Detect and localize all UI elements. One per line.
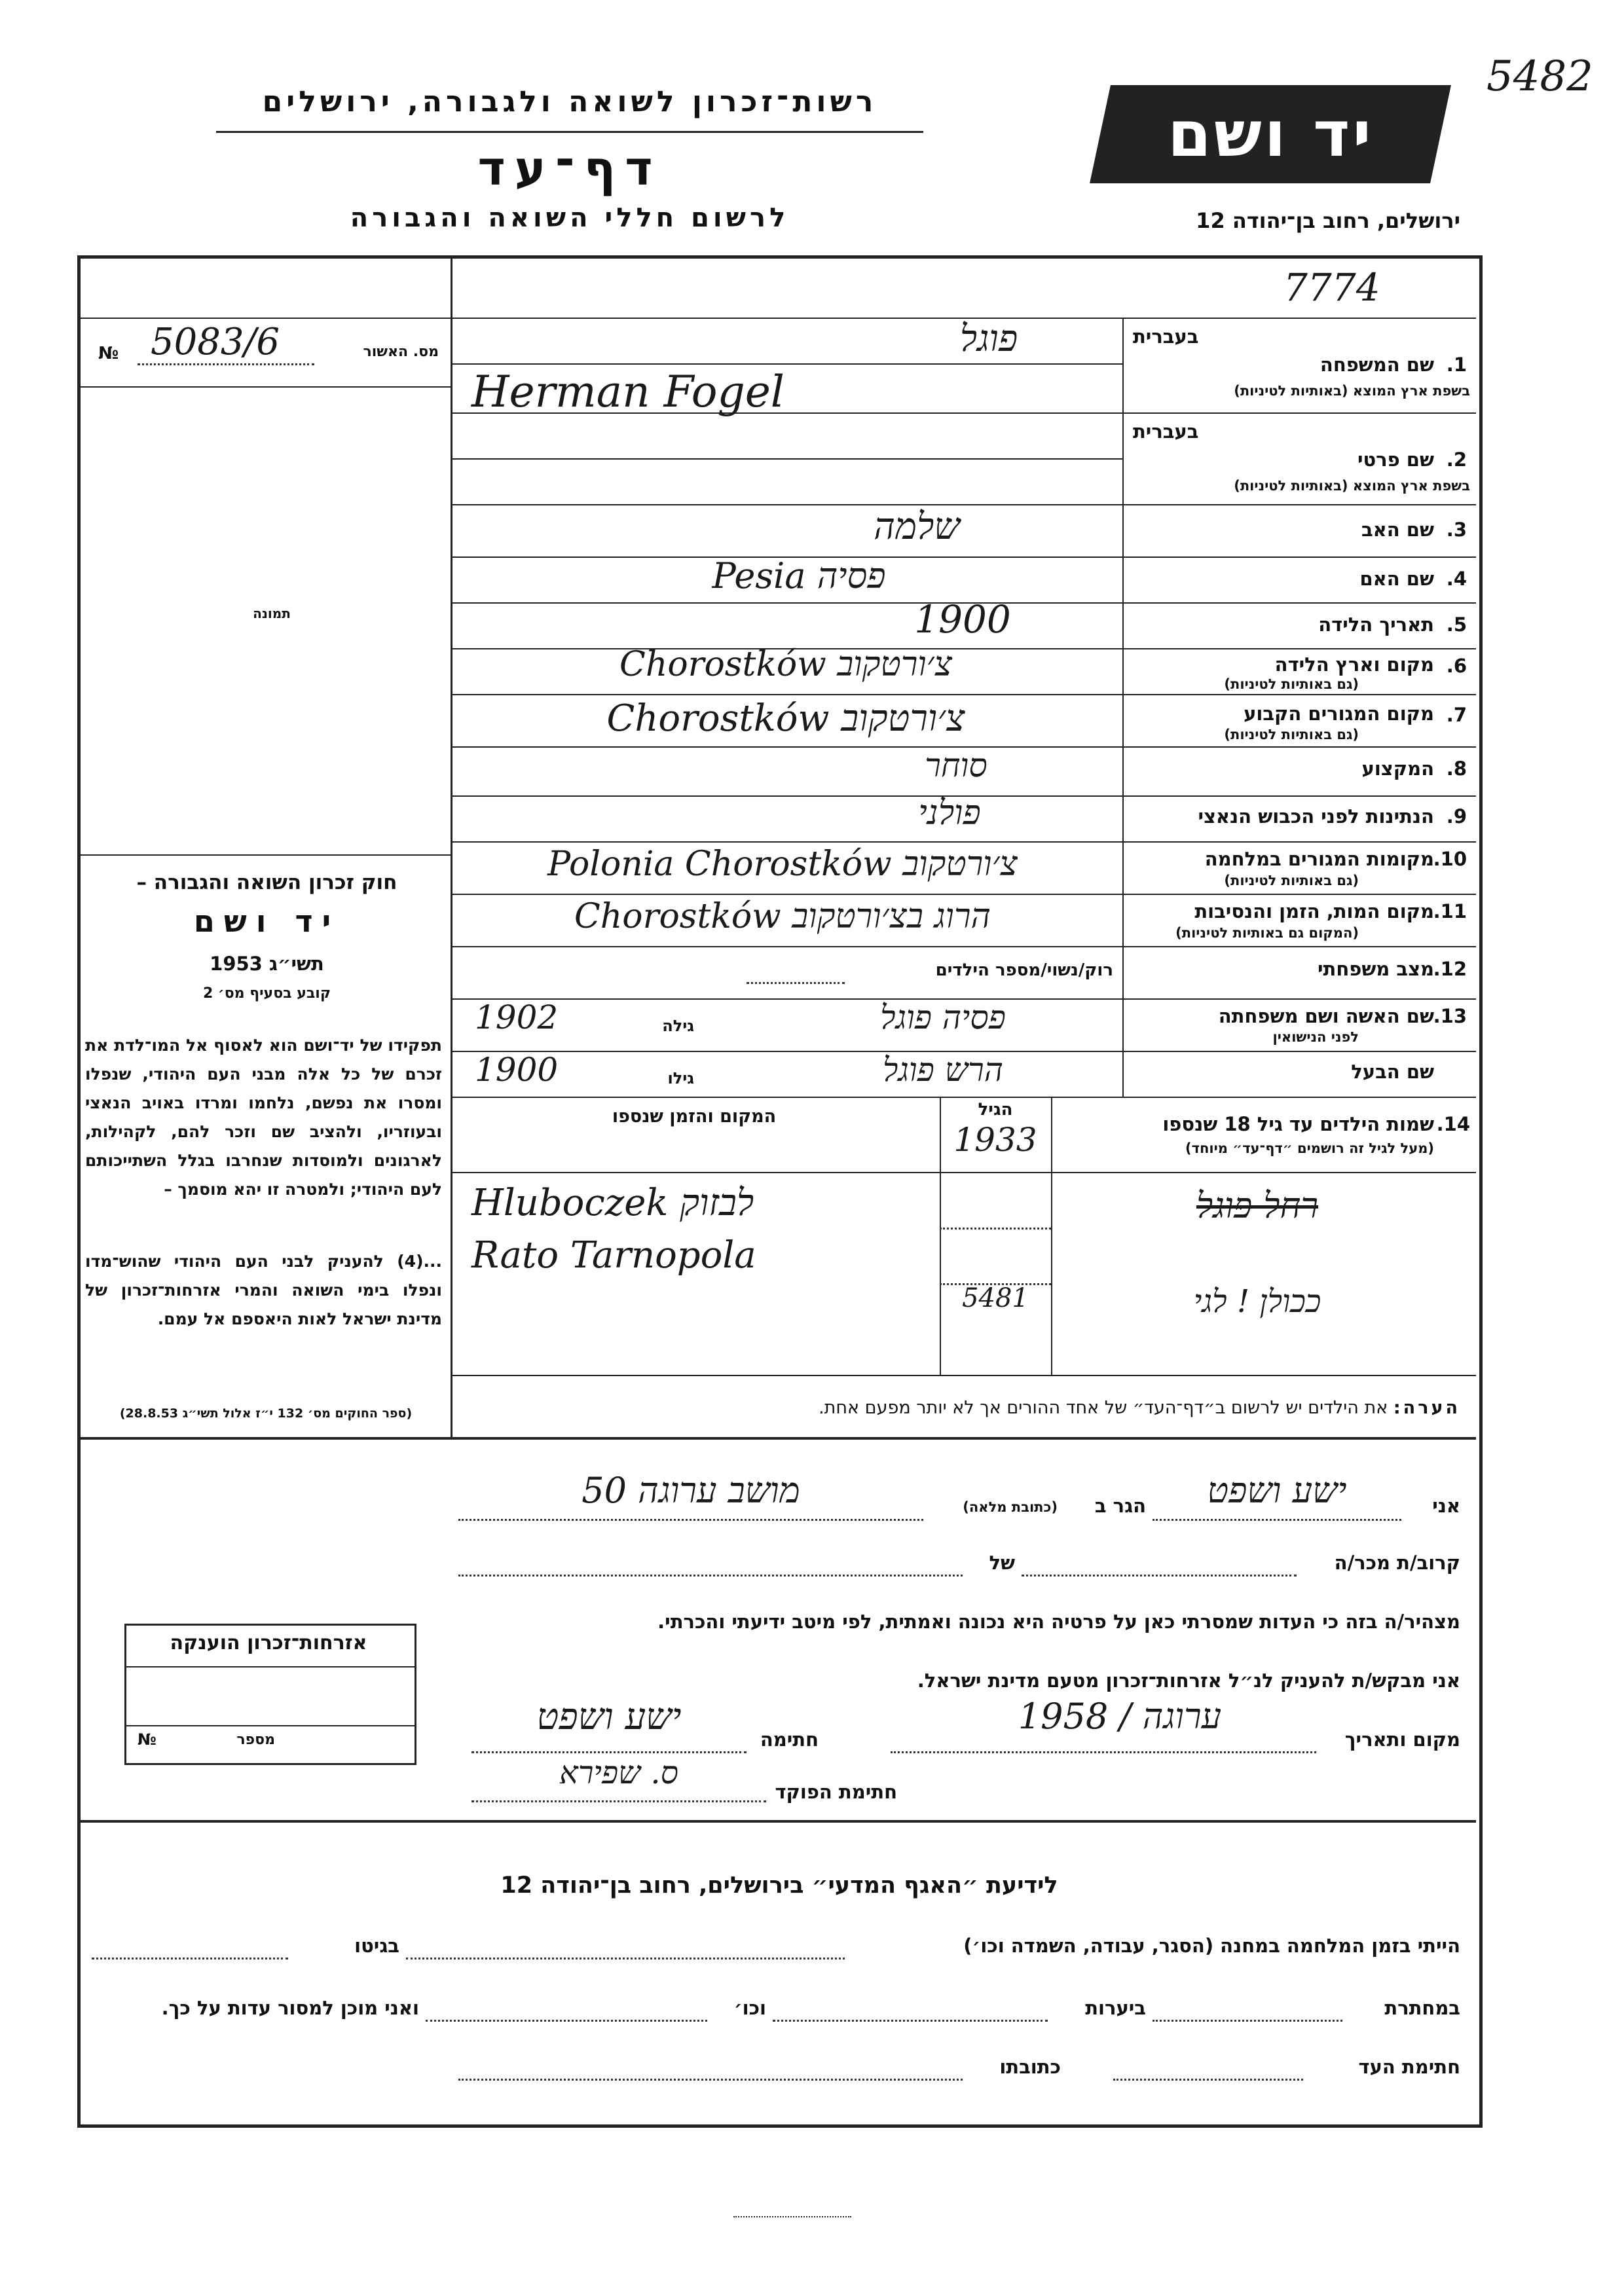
child-3-name: ככולן ! לגי — [1193, 1283, 1321, 1320]
field-1-sub: בשפת ארץ המוצא (באותיות לטיניות) — [1234, 383, 1470, 399]
field-1-label: שם המשפחה — [1320, 354, 1434, 376]
declaration-of: של — [989, 1552, 1015, 1574]
info-line1-camp: הייתי בזמן המלחמה במחנה (הסגר, עבודה, השמדה וכו׳) — [963, 1935, 1460, 1957]
field-12-dots — [747, 982, 845, 984]
info-line2-forests: ביערות — [1085, 1997, 1146, 2019]
field-6-num: 6. — [1446, 655, 1467, 677]
field-13-label: שם האשה ושם משפחתה — [1218, 1005, 1434, 1027]
declaration-address-dots — [458, 1519, 923, 1521]
field-2-sub: בשפת ארץ המוצא (באותיות לטיניות) — [1234, 478, 1470, 494]
children-title: שמות הילדים עד גיל 18 שנספו — [1162, 1113, 1434, 1135]
info-line1-dots-end — [92, 1958, 288, 1959]
citizenship-box-title-line — [126, 1666, 415, 1667]
form-title: דף־עד — [477, 141, 662, 196]
field-13-age: 1902 — [475, 998, 559, 1036]
approval-number: 5083/6 — [151, 321, 280, 363]
info-line3-witness-signature: חתימת העד — [1358, 2056, 1460, 2078]
law-citation: (ספר החוקים מס׳ 132 י״ז אלול תשי״ג 28.8.53) — [119, 1406, 413, 1421]
child-1-place: Hluboczek לבזוק — [471, 1182, 754, 1224]
children-bottom-line — [451, 1375, 1476, 1376]
child-1-name: רחל פוגל — [1196, 1185, 1319, 1226]
photo-bottom-line — [81, 854, 451, 856]
authority-underline — [216, 131, 923, 133]
field-6-value: צ׳ורטקוב Chorostków — [619, 645, 952, 684]
law-line2: יד ושם — [193, 903, 341, 939]
note-label: הערה: — [1393, 1398, 1460, 1418]
officer-dots — [471, 1800, 766, 1802]
field-3-label: שם האב — [1361, 519, 1434, 541]
declaration-i-label: אני — [1432, 1495, 1460, 1517]
field-10-label: מקומות המגורים במלחמה — [1204, 848, 1434, 870]
field-7-value: צ׳ורטקוב Chorostków — [606, 697, 965, 740]
info-line2-dots-a — [1153, 2020, 1342, 2022]
field-11-sub: (המקום גם באותיות לטיניות) — [1175, 925, 1359, 941]
field-9-label: הנתינות לפני הכבוש הנאצי — [1198, 805, 1434, 828]
note-row — [458, 1398, 1460, 1418]
children-row-dots — [940, 1228, 1051, 1230]
logo-text: יד ושם — [1167, 98, 1374, 171]
field-5-value: 1900 — [914, 597, 1011, 642]
row-line — [451, 1097, 1476, 1098]
officer-label: חתימת הפוקד — [775, 1781, 897, 1803]
info-title: לידיעת ״האגף המדעי״ בירושלים, רחוב בן־יהודה 12 — [500, 1872, 1058, 1899]
field-12-label: מצב משפחתי — [1317, 958, 1434, 980]
photo-label: תמונה — [253, 606, 291, 621]
field-10-value: צ׳ורטקוב Polonia Chorostków — [547, 845, 1018, 884]
row-line — [451, 363, 1122, 365]
form-number: 7774 — [1283, 265, 1380, 310]
field-12-num: 12. — [1433, 958, 1467, 980]
field-13-num: 13. — [1433, 1005, 1467, 1027]
signature-label: חתימה — [760, 1728, 819, 1751]
declaration-relative-dots — [1022, 1575, 1297, 1576]
field-7-num: 7. — [1446, 704, 1467, 726]
field-5-num: 5. — [1446, 613, 1467, 636]
info-line2-etc: וכו׳ — [733, 1997, 766, 2019]
officer-value: ס. שפירא — [559, 1755, 678, 1791]
child-2-place: Rato Tarnopola — [471, 1234, 756, 1277]
citizenship-box-number-label: מספר — [236, 1732, 275, 1748]
declaration-relative: קרוב/ת מכר/ה — [1334, 1552, 1460, 1574]
field-1-latin-value: Herman Fogel — [471, 367, 784, 417]
declaration-of-dots — [458, 1575, 963, 1576]
declaration-statement-1: מצהיר/ה בזה כי העדות שמסרתי כאן על פרטיה היא נכונה ואמתית, לפי מיטב ידיעתי והכרתי. — [657, 1611, 1460, 1633]
approval-label: מס. האשור — [363, 344, 439, 360]
place-date-value: ערוגה / 1958 — [1018, 1696, 1222, 1737]
field-2-num: 2. — [1446, 448, 1467, 471]
husband-age: 1900 — [475, 1051, 559, 1089]
husband-value: הרש פוגל — [882, 1051, 1004, 1089]
law-line3: תשי״ג 1953 — [210, 953, 324, 975]
info-line2-underground: במחתרת — [1384, 1997, 1460, 2019]
declaration-residing: הגר ב — [1094, 1495, 1146, 1517]
field-8-label: המקצוע — [1361, 757, 1434, 780]
approval-row-line — [81, 386, 451, 388]
field-11-value: הרוג בצ׳ורטקוב Chorostków — [574, 897, 991, 936]
row-line — [451, 946, 1476, 947]
section-divider — [81, 1437, 1476, 1440]
header-address: ירושלים, רחוב בן־יהודה 12 — [1196, 208, 1460, 233]
field-3-num: 3. — [1446, 519, 1467, 541]
info-line3-dots-b — [458, 2079, 963, 2081]
field-11-label: מקום המות, הזמן והנסיבות — [1194, 900, 1434, 922]
field-9-value: פולני — [918, 793, 981, 833]
field-3-value: שלמה — [874, 505, 960, 548]
declaration-address-value: מושב ערוגה 50 — [581, 1470, 800, 1511]
field-2-hebrew-tag: בעברית — [1133, 420, 1199, 443]
law-paragraph-2: ...(4) להעניק לבני העם היהודי שהוש־מדו ונפלו בימי השואה והמרי אזרחות־זכרון של מדינת ישראל לאות היאספם אל עמם. — [85, 1252, 442, 1328]
place-date-label: מקום ותאריך — [1344, 1728, 1460, 1751]
declaration-residing-hint: (כתובת מלאה) — [963, 1499, 1058, 1515]
field-1-num: 1. — [1446, 354, 1467, 376]
field-13-age-label: גילה — [662, 1017, 694, 1035]
row-line — [451, 894, 1476, 895]
label-column-divider — [1122, 318, 1124, 1097]
row-line — [451, 458, 1122, 460]
info-line3-dots-a — [1113, 2079, 1303, 2081]
citizenship-box-no-sign: № — [138, 1730, 157, 1749]
field-12-value: רוק/נשוי/מספר הילדים — [935, 960, 1113, 980]
approval-no-label: № — [98, 344, 119, 363]
husband-age-label: גילו — [667, 1069, 694, 1087]
approval-dots — [138, 363, 314, 365]
form-subtitle: לרשום חללי השואה והגבורה — [350, 203, 790, 233]
row-line — [451, 841, 1476, 843]
note-text: את הילדים יש לרשום ב״דף־העד״ של אחד ההורים אך לא יותר מפעם אחת. — [819, 1398, 1388, 1418]
citizenship-box-title: אזרחות־זכרון הוענקה — [170, 1631, 367, 1654]
corner-number: 5482 — [1486, 52, 1593, 101]
field-4-num: 4. — [1446, 568, 1467, 590]
declaration-i-dots — [1153, 1519, 1401, 1521]
top-row-line — [81, 318, 1476, 319]
field-10-num: 10. — [1433, 848, 1467, 870]
signature-dots — [471, 1751, 747, 1753]
children-header-line — [451, 1172, 1476, 1173]
field-10-sub: (גם באותיות לטיניות) — [1224, 873, 1359, 888]
children-title-sub: (מעל לגיל זה רושמים ״דף־עד״ מיוחד) — [1185, 1140, 1434, 1156]
info-line2-dots-b — [773, 2020, 1048, 2022]
info-line2-dots-c — [426, 2020, 707, 2022]
law-line1: חוק זכרון השואה והגבורה – — [136, 871, 397, 894]
children-age-divider-left — [940, 1097, 941, 1375]
child-3-age: 5481 — [962, 1283, 1029, 1313]
field-8-value: סוחר — [925, 746, 987, 784]
info-line3-address: כתובתו — [999, 2056, 1061, 2078]
children-age-divider-right — [1051, 1097, 1052, 1375]
place-date-dots — [891, 1751, 1316, 1753]
law-paragraph-1: תפקידו של יד־ושם הוא לאסוף אל המו־לדת את זכרם של כל אלה מבני העם היהודי, שנפלו ומסרו את נפשם, נלחמו ומרדו באויב הנאצי ובעוזריו, ולהציב שם וזכר להם, לקהילות, לארגונים ולמוסדות שנחרבו בגלל השתייכותם לעם היהודי; ולמטרה זו יהא מוסמך – — [85, 1036, 442, 1199]
field-1-hebrew-tag: בעברית — [1133, 325, 1199, 348]
field-7-label: מקום המגורים הקבוע — [1244, 702, 1434, 725]
authority-title: רשות־זכרון לשואה ולגבורה, ירושלים — [262, 85, 877, 118]
children-age-header: הגיל — [978, 1100, 1013, 1120]
scan-mark — [733, 2216, 851, 2217]
yad-vashem-logo — [1090, 85, 1451, 183]
field-1-hebrew-value: פוגל — [959, 318, 1018, 360]
field-6-sub: (גם באותיות לטיניות) — [1224, 676, 1359, 692]
field-5-label: תאריך הלידה — [1318, 613, 1434, 636]
children-place-header: המקום והזמן שנספו — [612, 1106, 777, 1127]
declaration-i-value: ישע ושפט — [1207, 1470, 1347, 1511]
field-11-num: 11. — [1433, 900, 1467, 922]
info-line2-ready: ואני מוכן למסור עדות על כך. — [161, 1997, 419, 2019]
husband-label: שם הבעל — [1351, 1061, 1434, 1083]
field-4-label: שם האם — [1359, 568, 1434, 590]
citizenship-box-number-line — [126, 1725, 415, 1726]
field-13-sub: לפני הנישואין — [1272, 1029, 1359, 1045]
left-column-divider — [451, 259, 452, 1437]
child-1-age: 1933 — [953, 1121, 1037, 1159]
field-13-value: פסיה פוגל — [880, 998, 1006, 1036]
field-9-num: 9. — [1446, 805, 1467, 828]
info-divider — [81, 1820, 1476, 1823]
field-7-sub: (גם באותיות לטיניות) — [1224, 727, 1359, 742]
signature-value: ישע ושפט — [536, 1696, 682, 1738]
field-4-value: פסיה Pesia — [712, 555, 886, 596]
field-8-num: 8. — [1446, 757, 1467, 780]
field-6-label: מקום וארץ הלידה — [1274, 653, 1434, 676]
info-line1-dots — [406, 1958, 845, 1959]
field-2-label: שם פרטי — [1357, 448, 1434, 471]
law-line4: קובע בסעיף מס׳ 2 — [202, 985, 331, 1002]
info-line1-ghetto: בגיטו — [354, 1935, 399, 1957]
children-num: 14. — [1436, 1113, 1470, 1135]
row-line — [451, 694, 1476, 695]
declaration-statement-2: אני מבקש/ת להעניק לנ״ל אזרחות־זכרון מטעם מדינת ישראל. — [917, 1669, 1460, 1692]
